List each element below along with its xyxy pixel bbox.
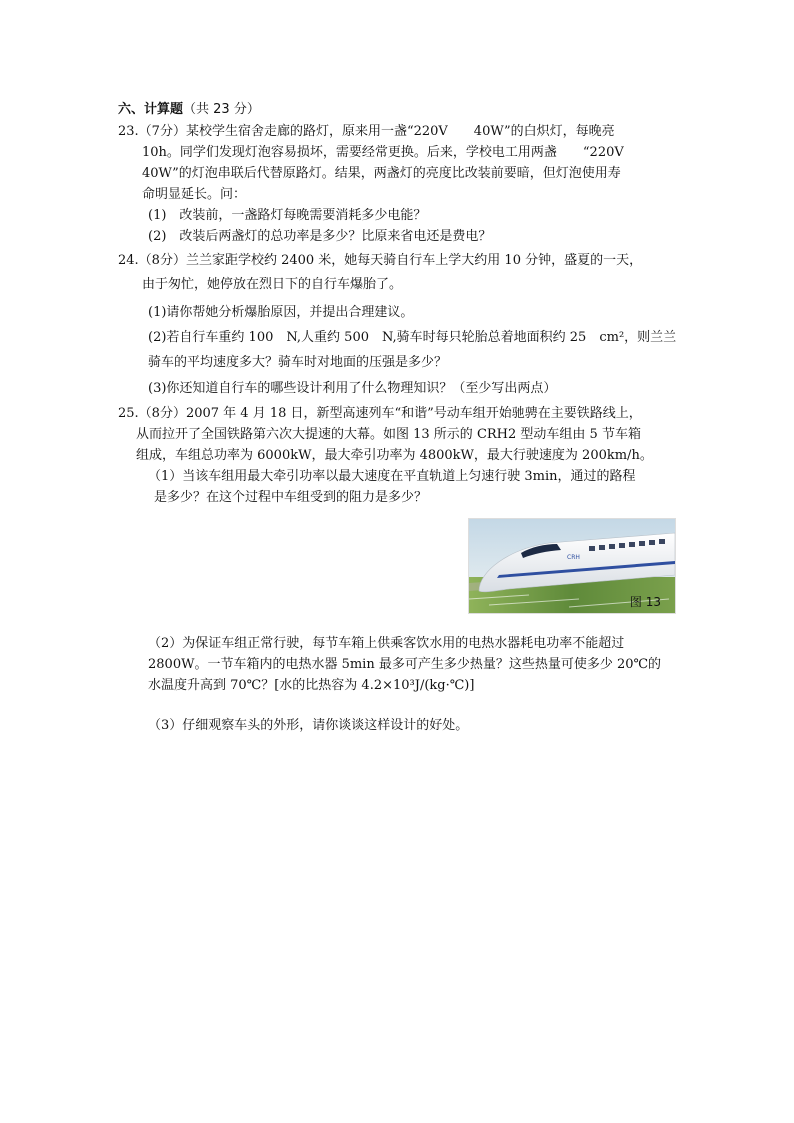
q25-sub3: （3）仔细观察车头的外形，请你谈谈这样设计的好处。 <box>148 718 469 733</box>
q23-sub-2: (2) 改装后两盏灯的总功率是多少？比原来省电还是费电？ <box>148 229 492 244</box>
q23-line-2: 10h。同学们发现灯泡容易损坏，需要经常更换。后来，学校电工用两盏 “220V <box>142 145 624 160</box>
q23-line-4: 命明显延长。问： <box>142 187 247 202</box>
q24-sub-3: (3)你还知道自行车的哪些设计利用了什么物理知识？（至少写出两点） <box>148 381 557 396</box>
q25-line-3: 组成，车组总功率为 6000kW，最大牵引功率为 4800kW，最大行驶速度为 200km/h。 <box>136 448 653 463</box>
q23-sub-1: (1) 改装前，一盏路灯每晚需要消耗多少电能？ <box>148 208 427 223</box>
section-heading <box>118 102 260 118</box>
section-points: （共 23 分） <box>183 102 260 117</box>
q25-line-1: 25.（8分）2007 年 4 月 18 日，新型高速列车“和谐”号动车组开始驰骋在主要铁路线上， <box>118 406 642 421</box>
q25-sub1-line-1: （1）当该车组用最大牵引功率以最大速度在平直轨道上匀速行驶 3min，通过的路程 <box>148 469 636 484</box>
q25-sub2-line-3: 水温度升高到 70℃？[水的比热容为 4.2×10³J/(kg·℃)] <box>148 678 475 693</box>
q24-sub-2b: 骑车的平均速度多大？骑车时对地面的压强是多少？ <box>148 355 448 370</box>
q25-sub2-line-1: （2）为保证车组正常行驶，每节车箱上供乘客饮水用的电热水器耗电功率不能超过 <box>148 636 625 651</box>
q24-sub-1: (1)请你帮她分析爆胎原因，并提出合理建议。 <box>148 305 414 320</box>
train-logo: CRH <box>567 554 580 561</box>
q23-line-3: 40W”的灯泡串联后代替原路灯。结果，两盏灯的亮度比改装前要暗，但灯泡使用寿 <box>142 166 621 181</box>
q25-sub1-line-2: 是多少？在这个过程中车组受到的阻力是多少？ <box>154 490 428 505</box>
q25-sub2-line-2: 2800W。一节车箱内的电热水器 5min 最多可产生多少热量？这些热量可使多少 20℃的 <box>148 657 662 672</box>
q24-sub-2: (2)若自行车重约 100 N,人重约 500 N,骑车时每只轮胎总着地面积约 25 cm²，则兰兰 <box>148 330 677 345</box>
q25-line-2: 从而拉开了全国铁路第六次大提速的大幕。如图 13 所示的 CRH2 型动车组由 5 节车箱 <box>136 427 641 442</box>
q24-line-1: 24.（8分）兰兰家距学校约 2400 米，她每天骑自行车上学大约用 10 分钟，盛夏的一天， <box>118 253 643 268</box>
section-title: 六、计算题 <box>118 102 184 117</box>
q24-line-2: 由于匆忙，她停放在烈日下的自行车爆胎了。 <box>142 277 403 292</box>
figure-label: 图 13 <box>629 595 661 609</box>
train-figure <box>468 518 676 614</box>
q23-line-1: 23.（7分）某校学生宿舍走廊的路灯，原来用一盏“220V 40W”的白炽灯，每晚亮 <box>118 124 615 139</box>
